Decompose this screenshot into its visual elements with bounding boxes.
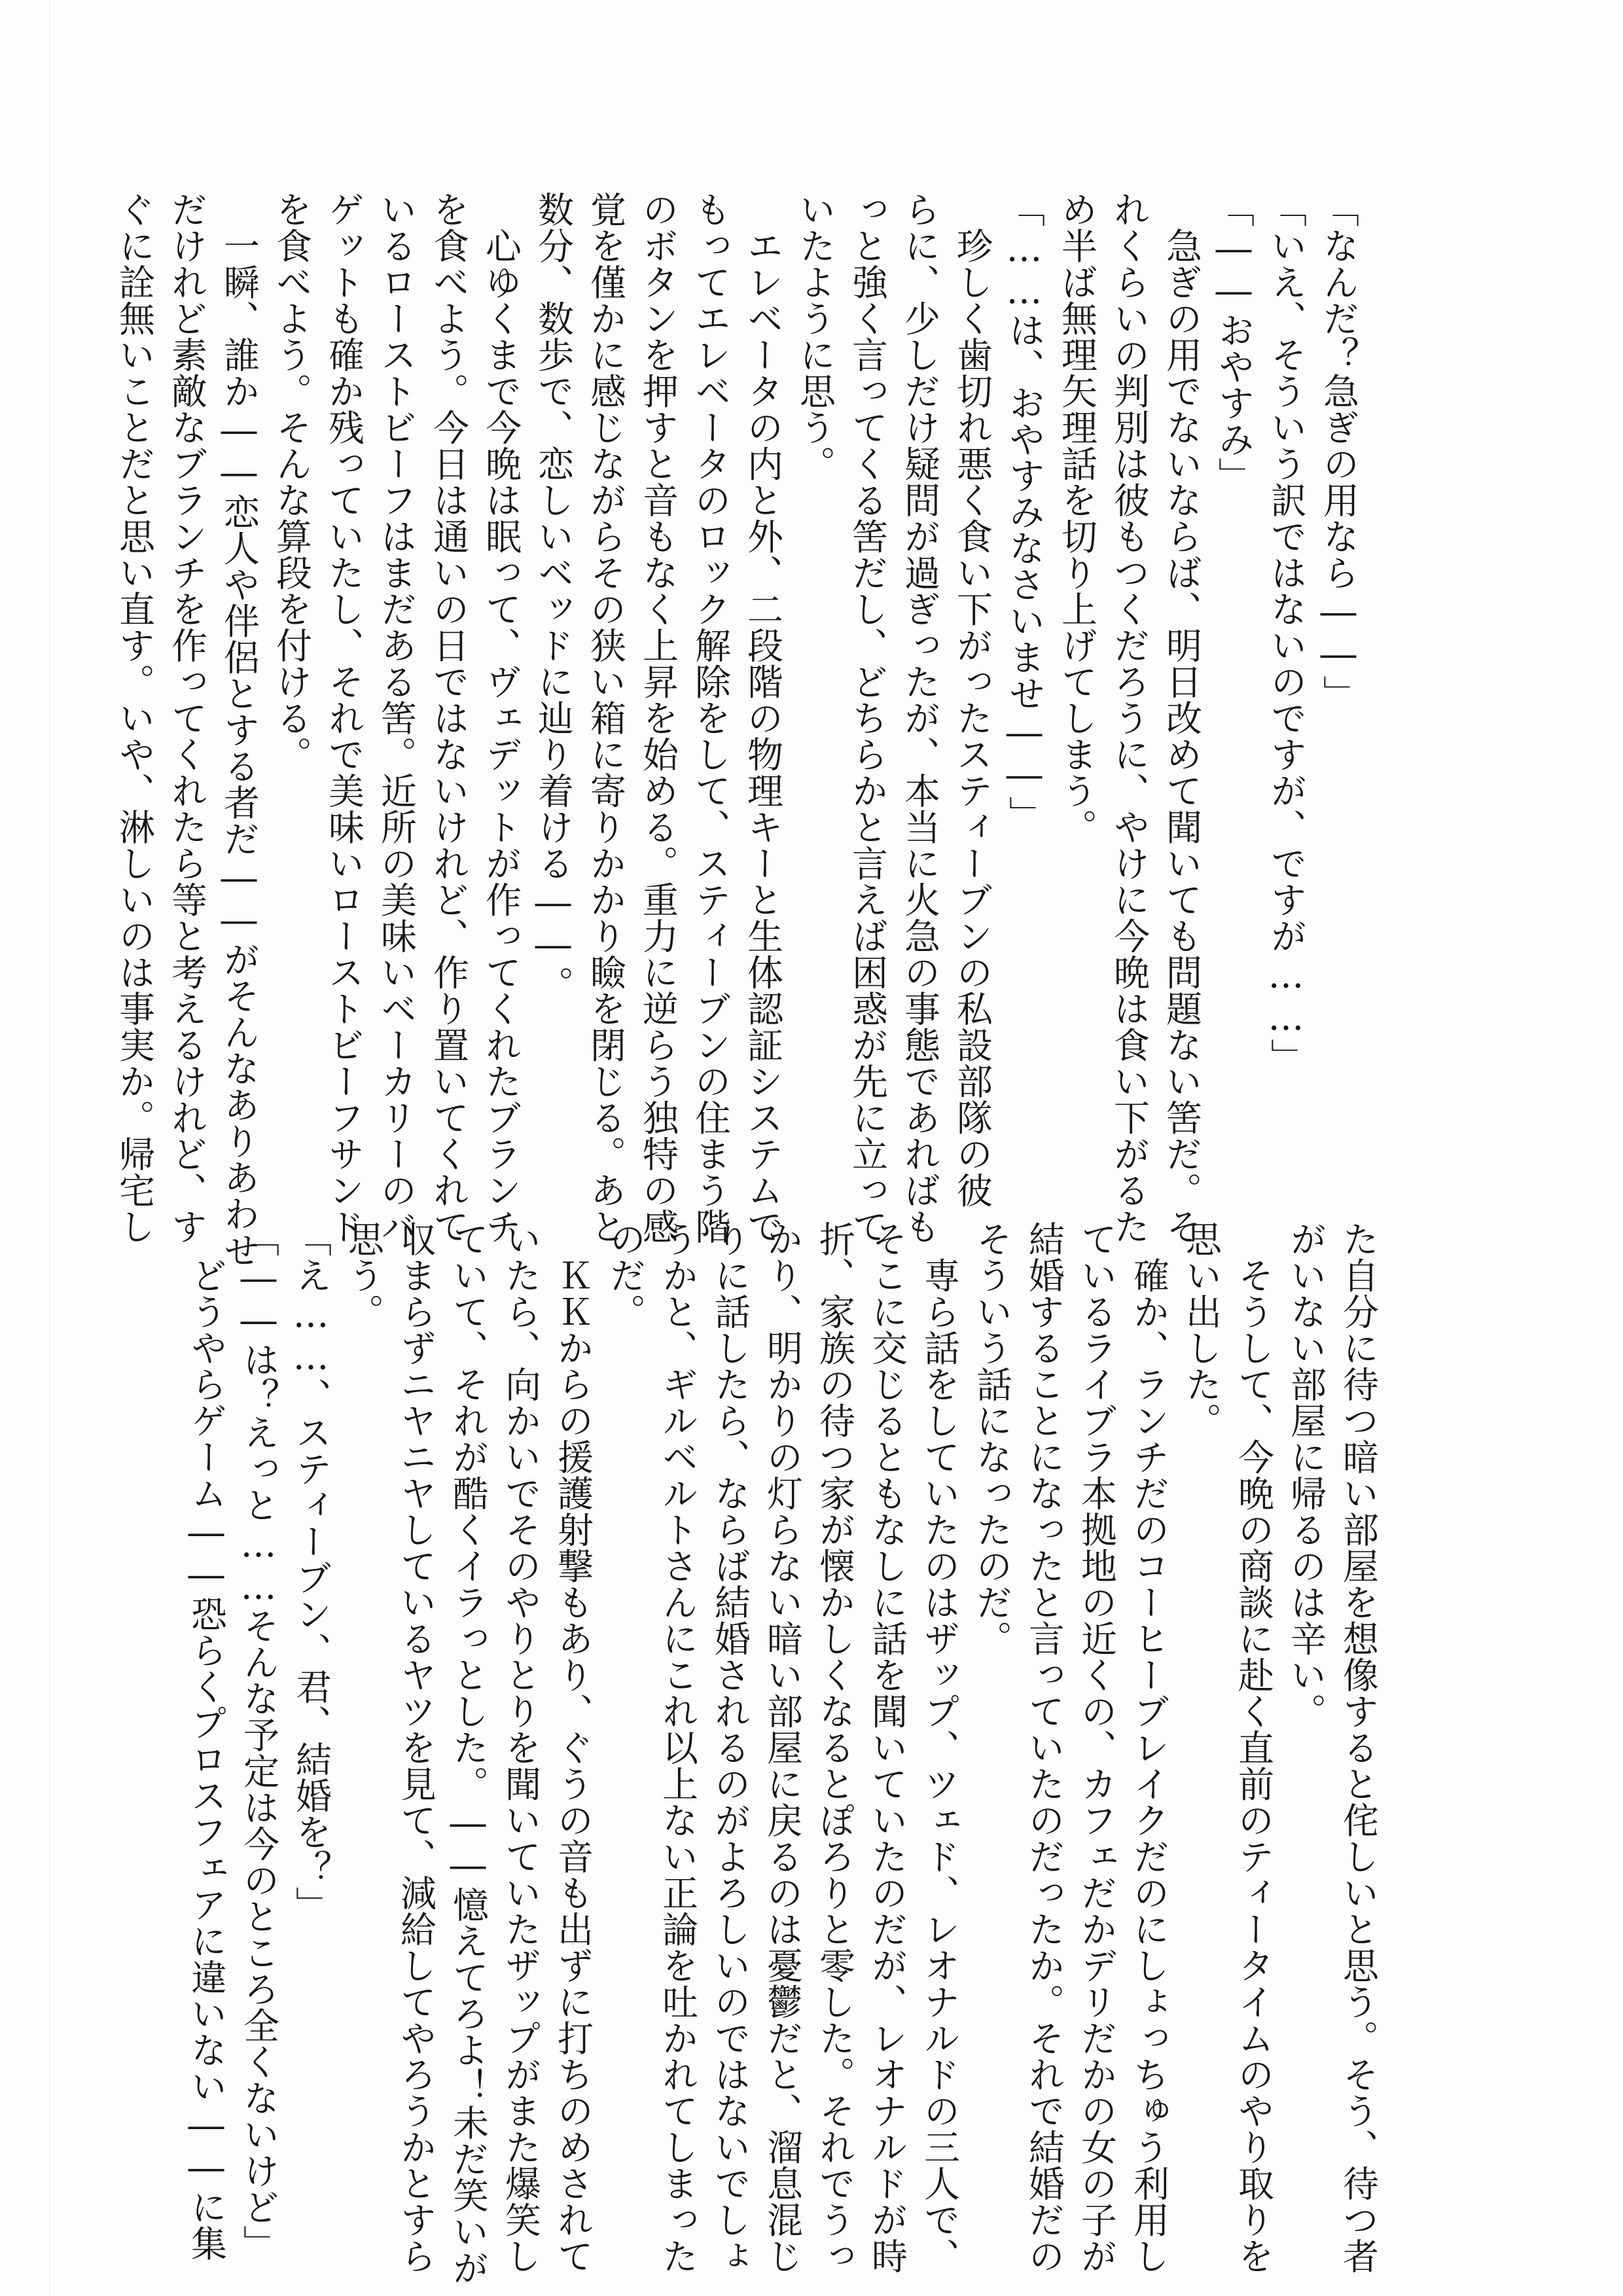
text-line: そういう話になったのだ。: [971, 1221, 1012, 1657]
text-line: 「なんだ？急ぎの用なら――」: [1317, 191, 1359, 711]
text-line: 急ぎの用でないならば、明日改めて聞いても問題ない筈だ。そ: [1160, 191, 1202, 1245]
text-line: れくらいの判別は彼もつくだろうに、やけに今晩は食い下がるた: [1108, 191, 1150, 1245]
text-line: のだ。: [604, 1221, 646, 1330]
text-line: のボタンを押すと音もなく上昇を始める。重力に逆らう独特の感: [637, 191, 679, 1245]
text-line: りに話したら、ならば結婚されるのがよろしいのではないでしょ: [709, 1221, 751, 2274]
text-line: っと強く言ってくる筈だし、どちらかと言えば困惑が先に立って: [846, 191, 888, 1245]
text-line: そこに交じるともなしに話を聞いていたのだが、レオナルドが時: [866, 1221, 908, 2274]
text-line: ているライブラ本拠地の近くの、カフェだかデリだかの女の子が: [1075, 1221, 1117, 2274]
text-line: そうして、今晩の商談に赴く直前のティータイムのやり取りを: [1232, 1221, 1274, 2274]
text-line: め半ば無理矢理話を切り上げてしまう。: [1056, 191, 1097, 845]
text-line: どうやらゲーム――恐らくプロスフェアに違いない――に集: [185, 1221, 227, 2261]
text-line: 「いえ、そういう訳ではないのですが、ですが……」: [1265, 191, 1307, 1075]
text-line: ゲットも確か残っていたし、それで美味いローストビーフサンド: [323, 191, 365, 1245]
text-line: 心ゆくまで今晩は眠って、ヴェデットが作ってくれたブランチ: [480, 191, 522, 1245]
text-line: 一瞬、誰か――恋人や伴侶とする者だ――がそんなありあわせ: [218, 191, 260, 1268]
text-line: がいない部屋に帰るのは辛い。: [1285, 1221, 1327, 1729]
text-line: を食べよう。今日は通いの日ではないけれど、作り置いてくれて: [427, 191, 469, 1245]
text-line: 「――おやすみ」: [1213, 191, 1255, 493]
text-line: ＫＫからの援護射撃もあり、ぐうの音も出ずに打ちのめされて: [552, 1221, 594, 2274]
upper-text-block: [113, 191, 1364, 1268]
text-line: 数分、数歩で、恋しいベッドに辿り着ける――。: [532, 191, 574, 1002]
text-line: いたように思う。: [794, 191, 836, 482]
text-line: 思う。: [342, 1221, 384, 1330]
text-line: かり、明かりの灯らない暗い部屋に戻るのは憂鬱だと、溜息混じ: [761, 1221, 803, 2274]
text-line: 「……は、おやすみなさいませ――」: [1003, 191, 1045, 833]
text-line: 思い出した。: [1180, 1221, 1222, 1439]
text-line: 「え……、スティーブン、君、結婚を？」: [290, 1221, 332, 1923]
text-line: いたら、向かいでそのやりとりを聞いていたザップがまた爆笑し: [499, 1221, 541, 2274]
text-line: 専ら話をしていたのはザップ、ツェド、レオナルドの三人で、: [918, 1221, 960, 2274]
text-line: を食べよう。そんな算段を付ける。: [270, 191, 312, 772]
text-line: 「――は？えっと……そんな予定は今のところ全くないけど」: [238, 1221, 279, 2261]
text-line: 珍しく歯切れ悪く食い下がったスティーブンの私設部隊の彼: [951, 191, 993, 1208]
text-line: ていて、それが酷くイラっとした。――憶えてろよ！未だ笑いが: [447, 1221, 489, 2286]
text-line: いるローストビーフはまだある筈。近所の美味いベーカリーのバ: [375, 191, 417, 1245]
text-line: た自分に待つ暗い部屋を想像すると侘しいと思う。そう、待つ者: [1337, 1221, 1379, 2274]
text-line: うかと、ギルベルトさんにこれ以上ない正論を吐かれてしまった: [656, 1221, 698, 2274]
text-line: 折、家族の待つ家が懐かしくなるとぽろりと零した。それでうっ: [813, 1221, 855, 2274]
page-gutter-shadow: [49, 0, 50, 2296]
text-line: エレベータの内と外、二段階の物理キーと生体認証システムで: [741, 191, 783, 1245]
lower-text-block: [173, 1221, 1384, 2286]
text-line: もってエレベータのロック解除をして、スティーブンの住まう階: [689, 191, 731, 1245]
text-line: 確か、ランチだのコーヒーブレイクだのにしょっちゅう利用し: [1128, 1221, 1169, 2274]
text-line: だけれど素敵なブランチを作ってくれたら等と考えるけれど、す: [166, 191, 207, 1245]
text-line: 覚を僅かに感じながらその狭い箱に寄りかかり瞼を閉じる。あと: [584, 191, 626, 1245]
text-line: 収まらずニヤニヤしているヤツを見て、減給してやろうかとすら: [395, 1221, 437, 2274]
text-line: ぐに詮無いことだと思い直す。いや、淋しいのは事実か。帰宅し: [113, 191, 155, 1245]
text-line: らに、少しだけ疑問が過ぎったが、本当に火急の事態であればも: [899, 191, 940, 1245]
text-line: 結婚することになったと言っていたのだったか。それで結婚だの: [1023, 1221, 1065, 2274]
